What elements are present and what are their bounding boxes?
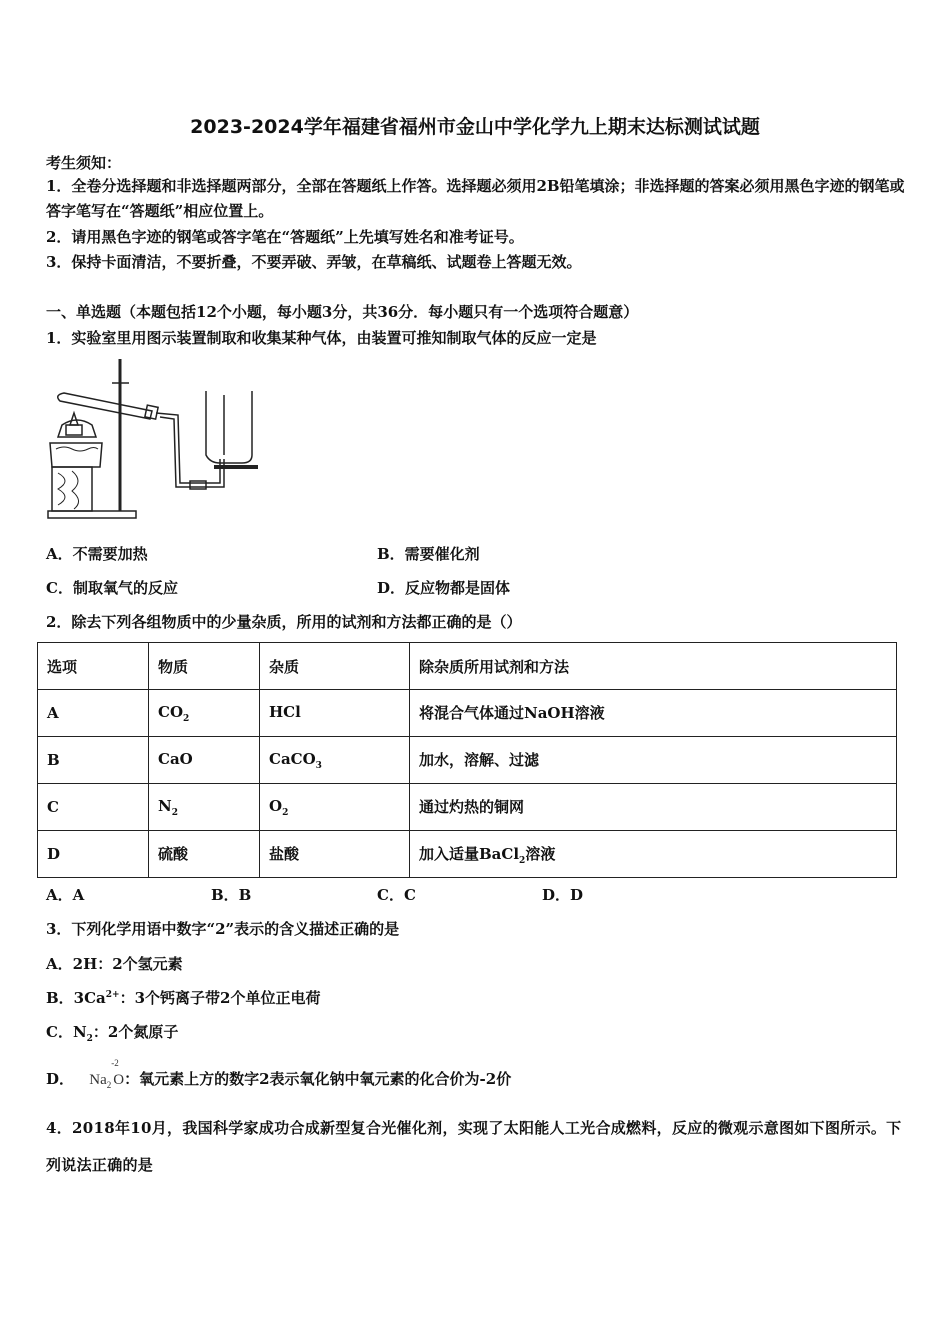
- table-row: [38, 690, 897, 737]
- table-row: [38, 784, 897, 831]
- row-impurity: HCl: [260, 690, 410, 737]
- row-option: C: [38, 784, 149, 831]
- q3-option-d[interactable]: D． $Na_2$ -2 O：氧元素上方的数字2表示氧化钠中氧元素的化合价为-2价: [46, 1058, 512, 1090]
- header-substance: 物质: [149, 643, 260, 690]
- q2-option-b[interactable]: B．B: [211, 886, 252, 904]
- table-row: [38, 737, 897, 784]
- notice-item-1: 1．全卷分选择题和非选择题两部分，全部在答题纸上作答。选择题必须用2B铅笔填涂；非选择题的答案必须用黑色字迹的钢笔或答字笔写在“答题纸”相应位置上。: [46, 177, 905, 220]
- wood-grain: [58, 471, 79, 509]
- notice-item-2: 2．请用黑色字迹的钢笔或答字笔在“答题纸”上先填写姓名和准考证号。: [46, 228, 524, 246]
- question-1-stem: 1．实验室里用图示装置制取和收集某种气体，由装置可推知制取气体的反应一定是: [46, 329, 597, 347]
- row-method: 将混合气体通过NaOH溶液: [410, 690, 897, 737]
- row-option: B: [38, 737, 149, 784]
- question-2-stem: 2．除去下列各组物质中的少量杂质，所用的试剂和方法都正确的是（）: [46, 613, 522, 631]
- row-impurity: CaCO$_3$: [260, 737, 410, 784]
- q3-option-b[interactable]: B．$3Ca^{2+}$：3个钙离子带2个单位正电荷: [46, 989, 321, 1007]
- header-impurity: 杂质: [260, 643, 410, 690]
- row-impurity: $O_2$: [260, 784, 410, 831]
- row-substance: $CO_2$: [149, 690, 260, 737]
- row-substance: CaO: [149, 737, 260, 784]
- row-substance: 硫酸: [149, 831, 260, 878]
- question-4-stem: 4．2018年10月，我国科学家成功合成新型复合光催化剂，实现了太阳能人工光合成燃料，反应的微观示意图如下图所示。下列说法正确的是: [46, 1119, 902, 1174]
- header-option: 选项: [38, 643, 149, 690]
- q2-option-a[interactable]: A．A: [46, 886, 85, 904]
- lamp-body: [66, 425, 82, 435]
- row-impurity: 盐酸: [260, 831, 410, 878]
- stand-base: [48, 511, 136, 518]
- q3-option-c[interactable]: C．$N_2$：2个氮原子: [46, 1023, 179, 1044]
- burner-body: [50, 443, 102, 467]
- q1-option-d[interactable]: D．反应物都是固体: [377, 579, 511, 597]
- q2-option-c[interactable]: C．C: [377, 886, 416, 904]
- burner-pattern: [56, 447, 98, 451]
- header-method: 除杂质所用试剂和方法: [410, 643, 897, 690]
- gas-apparatus-figure: [44, 355, 266, 523]
- page-title: 2023-2024学年福建省福州市金山中学化学九上期末达标测试试题: [190, 116, 760, 138]
- row-method: 加水，溶解、过滤: [410, 737, 897, 784]
- notice-heading: 考生须知：: [46, 154, 122, 172]
- delivery-tube: [156, 413, 224, 487]
- question-3-stem: 3．下列化学用语中数字“2”表示的含义描述正确的是: [46, 920, 400, 938]
- row-option: D: [38, 831, 149, 878]
- na2o-formula: $Na_2$ -2 O: [89, 1058, 125, 1090]
- row-option: A: [38, 690, 149, 737]
- test-tube: [58, 393, 152, 419]
- q3-option-a[interactable]: A．2H：2个氢元素: [46, 955, 183, 973]
- rubber-connector: [190, 481, 206, 489]
- q1-option-c[interactable]: C．制取氧气的反应: [46, 579, 178, 597]
- notice-item-3: 3．保持卡面清洁，不要折叠，不要弄破、弄皱，在草稿纸、试题卷上答题无效。: [46, 253, 582, 271]
- q2-option-d[interactable]: D．D: [542, 886, 584, 904]
- impurity-table: [37, 642, 897, 878]
- table-header-row: [38, 643, 897, 690]
- section-heading: 一、单选题（本题包括12个小题，每小题3分，共36分．每小题只有一个选项符合题意）: [46, 303, 639, 321]
- row-substance: $N_2$: [149, 784, 260, 831]
- q1-option-b[interactable]: B．需要催化剂: [377, 545, 480, 563]
- table-row: [38, 831, 897, 878]
- gas-jar: [206, 391, 252, 463]
- row-method: 加入适量BaCl$_2$溶液: [410, 831, 897, 878]
- flame: [70, 413, 78, 425]
- q1-option-a[interactable]: A．不需要加热: [46, 545, 148, 563]
- row-method: 通过灼热的铜网: [410, 784, 897, 831]
